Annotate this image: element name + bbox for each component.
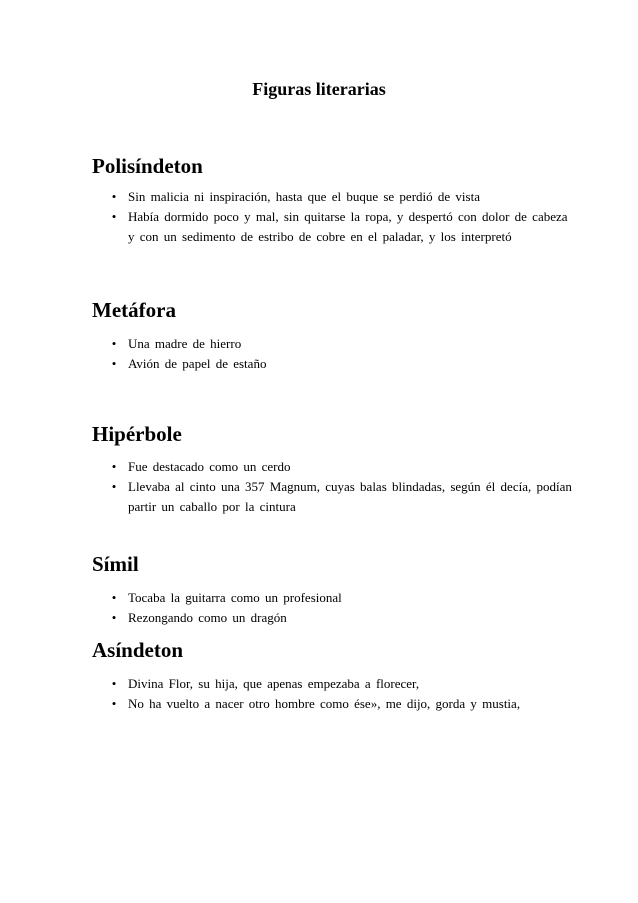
bullet-icon: • xyxy=(111,590,117,605)
section-heading: Asíndeton xyxy=(92,638,184,662)
section-heading: Hipérbole xyxy=(92,422,182,446)
list-item xyxy=(92,674,572,694)
list-item-text: Sin malicia ni inspiración, hasta que el buque se perdió de vista xyxy=(128,189,480,204)
section-heading: Símil xyxy=(92,552,139,576)
bullet-list xyxy=(92,334,572,374)
section-metafora xyxy=(92,297,572,374)
list-item-text: Tocaba la guitarra como un profesional xyxy=(128,590,342,605)
list-item-text: Divina Flor, su hija, que apenas empezaba a florecer, xyxy=(128,676,420,691)
section-heading: Metáfora xyxy=(92,298,176,322)
bullet-icon: • xyxy=(111,459,117,474)
section-heading: Polisíndeton xyxy=(92,154,203,178)
section-simil xyxy=(92,551,572,628)
bullet-icon: • xyxy=(111,356,117,371)
list-item-text: Llevaba al cinto una 357 Magnum, cuyas balas blindadas, según él decía, podían partir un caballo por la cintura xyxy=(128,479,572,514)
list-item xyxy=(92,588,572,608)
list-item-text: Rezongando como un dragón xyxy=(128,610,287,625)
bullet-icon: • xyxy=(111,610,117,625)
bullet-list xyxy=(92,674,572,714)
list-item xyxy=(92,334,572,354)
list-item xyxy=(92,457,572,477)
bullet-icon: • xyxy=(111,696,117,711)
list-item xyxy=(92,694,572,714)
bullet-list xyxy=(92,457,572,517)
document-title: Figuras literarias xyxy=(252,79,386,99)
section-hiperbole xyxy=(92,421,572,517)
bullet-icon: • xyxy=(111,336,117,351)
section-asindeton xyxy=(92,637,572,714)
list-item xyxy=(92,608,572,628)
list-item-text: No ha vuelto a nacer otro hombre como ése», me dijo, gorda y mustia, xyxy=(128,696,521,711)
list-item xyxy=(92,354,572,374)
bullet-icon: • xyxy=(111,676,117,691)
bullet-icon: • xyxy=(111,479,117,494)
list-item-text: Avión de papel de estaño xyxy=(128,356,267,371)
bullet-icon: • xyxy=(111,189,117,204)
bullet-list xyxy=(92,588,572,628)
list-item xyxy=(92,187,572,207)
list-item-text: Una madre de hierro xyxy=(128,336,242,351)
bullet-icon: • xyxy=(111,209,117,224)
list-item-text: Fue destacado como un cerdo xyxy=(128,459,291,474)
section-polisindeton xyxy=(92,153,572,247)
list-item xyxy=(92,477,572,517)
list-item-text: Había dormido poco y mal, sin quitarse la ropa, y despertó con dolor de cabeza y con un sedimento de estribo de cobre en el paladar, y los interpretó xyxy=(128,209,568,244)
bullet-list xyxy=(92,187,572,247)
list-item xyxy=(92,207,572,247)
